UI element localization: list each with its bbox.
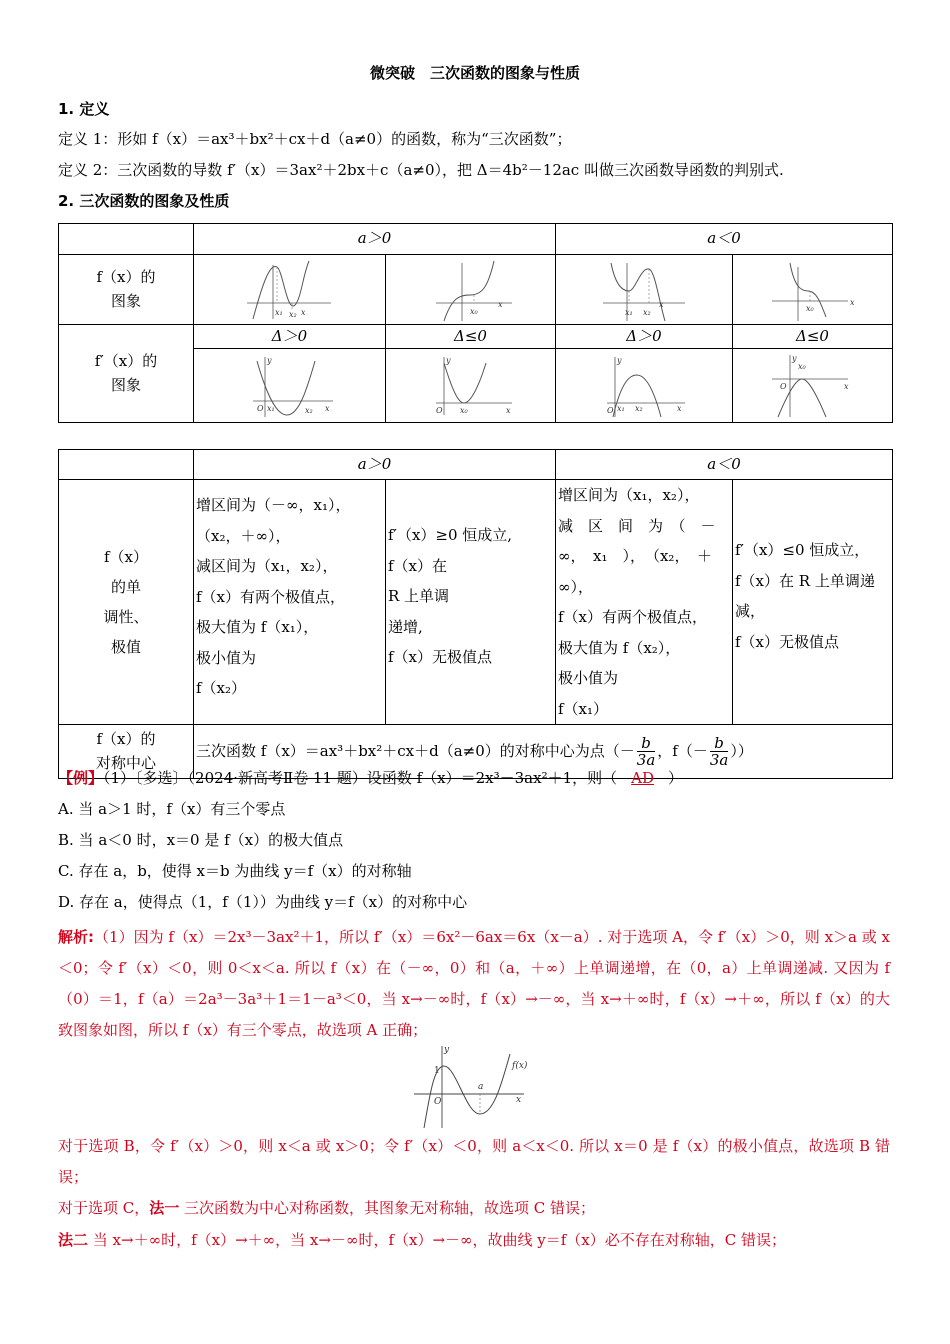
definition-1: 定义 1：形如 f（x）＝ax³＋bx²＋cx＋d（a≠0）的函数，称为“三次函数”； [58, 130, 572, 148]
graph-table-head-a-positive: a＞0 [194, 224, 556, 255]
solution-paragraph-3: 对于选项 C，法一 三次函数为中心对称函数，其图象无对称轴，故选项 C 错误； [58, 1199, 596, 1217]
fx-graph-a-neg-delta-nonpos [733, 255, 893, 325]
answer-mark: AD [631, 769, 654, 787]
svg-text:x₀: x₀ [459, 405, 468, 415]
fx-graph-a-pos-delta-pos [194, 255, 386, 325]
svg-text:1: 1 [434, 1066, 440, 1076]
svg-text:x: x [677, 403, 682, 413]
monotonicity-a-pos-delta-pos: 增区间为（－∞，x₁）， （x₂，＋∞）， 减区间为（x₁，x₂）， f（x）有两个极值点， 极大值为 f（x₁）， 极小值为 f（x₂） [194, 480, 386, 725]
svg-text:x: x [300, 307, 306, 317]
section-graph-heading: 2. 三次函数的图象及性质 [58, 192, 230, 210]
svg-text:y: y [444, 1045, 450, 1055]
section-definition-heading: 1. 定义 [58, 100, 110, 118]
monotonicity-a-pos-delta-nonpos: f′（x）≥0 恒成立, f（x）在 R 上单调 递增, f（x）无极值点 [386, 480, 556, 725]
example-stem: 【例】（1）〔多选〕（2024·新高考Ⅱ卷 11 题）设函数 f（x）＝2x³－3ax²＋1，则（ AD ） [58, 769, 683, 787]
svg-text:a: a [478, 1082, 484, 1092]
svg-text:x₂: x₂ [288, 309, 297, 319]
svg-text:x₀: x₀ [805, 303, 814, 313]
fx-graph-a-neg-delta-pos [556, 255, 733, 325]
svg-text:x₁: x₁ [266, 403, 275, 413]
property-table-head-a-positive: a＞0 [194, 450, 556, 480]
svg-text:O: O [779, 381, 787, 391]
delta-label-neg-2: Δ≤0 [733, 325, 893, 349]
fx-graph-row-label: f（x）的 图象 [59, 255, 194, 325]
fpx-graph-a-neg-delta-pos [556, 349, 733, 423]
delta-label-pos-1: Δ＞0 [194, 325, 386, 349]
property-table-corner [59, 450, 194, 480]
svg-text:x₂: x₂ [643, 307, 651, 317]
svg-text:O: O [434, 1097, 442, 1107]
solution-paragraph-1: 解析:（1）因为 f（x）＝2x³－3ax²＋1，所以 f′（x）＝6x²－6ax＝6x（x－a）. 对于选项 A，令 f′（x）＞0，则 x＞a 或 x＜0；令 f′（x）＜0，则 0＜x＜a. 所以 f（x）在（－∞，0）和（a，＋∞）上单调递增，在（0，a）上单调递减. 又因为 f（0）＝1，f（a）＝2a³－3a³＋1＝1－a³＜0，当 x→－∞时，f（x）→－∞，当 x→＋∞时，f（x）→＋∞，所以 f（x）的大致图象如图，所以 f（x）有三个零点，故选项 A 正确； [58, 928, 891, 1039]
solution-paragraph-4: 法二 当 x→＋∞时，f（x）→＋∞，当 x→－∞时，f（x）→－∞，故曲线 y＝f（x）必不存在对称轴，C 错误； [58, 1231, 787, 1249]
fpx-graph-a-pos-delta-nonpos [386, 349, 556, 423]
svg-text:x₀: x₀ [469, 306, 478, 316]
fpx-graph-row-label: f′（x）的 图象 [59, 325, 194, 423]
svg-text:O: O [256, 403, 264, 413]
graph-table [58, 223, 893, 423]
option-a: A. 当 a＞1 时，f（x）有三个零点 [58, 800, 286, 818]
fraction-b-over-3a: $\frac{b}{3a}$ [636, 733, 656, 769]
delta-label-neg-1: Δ＞0 [556, 325, 733, 349]
svg-text:O: O [435, 405, 443, 415]
page-title: 微突破 三次函数的图象与性质 [369, 64, 580, 82]
solution-paragraph-2: 对于选项 B，令 f′（x）＞0，则 x＜a 或 x＞0；令 f′（x）＜0，则 a＜x＜0. 所以 x＝0 是 f（x）的极小值点，故选项 B 错误； [58, 1137, 890, 1186]
svg-text:x₀: x₀ [797, 361, 806, 371]
svg-text:O: O [607, 405, 614, 415]
graph-table-head-a-negative: a＜0 [556, 224, 893, 255]
svg-text:x: x [324, 403, 330, 413]
svg-text:x: x [843, 381, 849, 391]
svg-text:x₁: x₁ [617, 403, 625, 413]
solution-figure [412, 1042, 542, 1130]
delta-label-pos-2: Δ≤0 [386, 325, 556, 349]
property-table-head-a-negative: a＜0 [556, 450, 893, 480]
svg-text:x: x [497, 299, 503, 309]
monotonicity-row-label: f（x） 的单 调性、 极值 [59, 480, 194, 725]
svg-text:y: y [266, 355, 272, 365]
monotonicity-a-neg-delta-pos: 增区间为（x₁，x₂）， 减 区 间 为 （ － ∞， x₁ ）， （x₂， ＋ ∞）， f（x）有两个极值点， 极大值为 f（x₂）， 极小值为 f（x₁） [556, 480, 733, 725]
fpx-graph-a-pos-delta-pos [194, 349, 386, 423]
svg-text:y: y [617, 355, 622, 365]
fx-graph-a-pos-delta-nonpos [386, 255, 556, 325]
svg-text:x: x [516, 1095, 522, 1105]
svg-text:x₁: x₁ [625, 307, 633, 317]
svg-text:x₂: x₂ [304, 405, 313, 415]
svg-text:y: y [791, 353, 797, 363]
fraction-b-over-3a-2: $\frac{b}{3a}$ [709, 733, 729, 769]
symmetry-center-text: 三次函数 f（x）＝ax³＋bx²＋cx＋d（a≠0）的对称中心为点（－ $\frac{b}{3a}$ ，f（－ $\frac{b}{3a}$ ）） [194, 725, 893, 779]
fpx-graph-a-neg-delta-nonpos [733, 349, 893, 423]
svg-text:f(x): f(x) [512, 1061, 528, 1071]
svg-text:y: y [445, 355, 451, 365]
definition-2: 定义 2：三次函数的导数 f′（x）＝3ax²＋2bx＋c（a≠0），把 Δ＝4b²－12ac 叫做三次函数导函数的判别式. [58, 161, 784, 179]
svg-text:x₂: x₂ [635, 403, 643, 413]
svg-text:x: x [505, 405, 511, 415]
monotonicity-a-neg-delta-nonpos: f′（x）≤0 恒成立， f（x）在 R 上单调递 减， f（x）无极值点 [733, 480, 893, 725]
option-c: C. 存在 a，b，使得 x＝b 为曲线 y＝f（x）的对称轴 [58, 862, 412, 880]
property-table [58, 449, 893, 779]
symmetry-center-row-label: f（x）的 对称中心 [59, 725, 194, 779]
svg-text:x: x [659, 299, 664, 309]
graph-table-corner [59, 224, 194, 255]
svg-text:x₁: x₁ [274, 307, 283, 317]
option-b: B. 当 a＜0 时，x＝0 是 f（x）的极大值点 [58, 831, 344, 849]
option-d: D. 存在 a，使得点（1，f（1））为曲线 y＝f（x）的对称中心 [58, 893, 468, 911]
svg-text:x: x [849, 297, 855, 307]
